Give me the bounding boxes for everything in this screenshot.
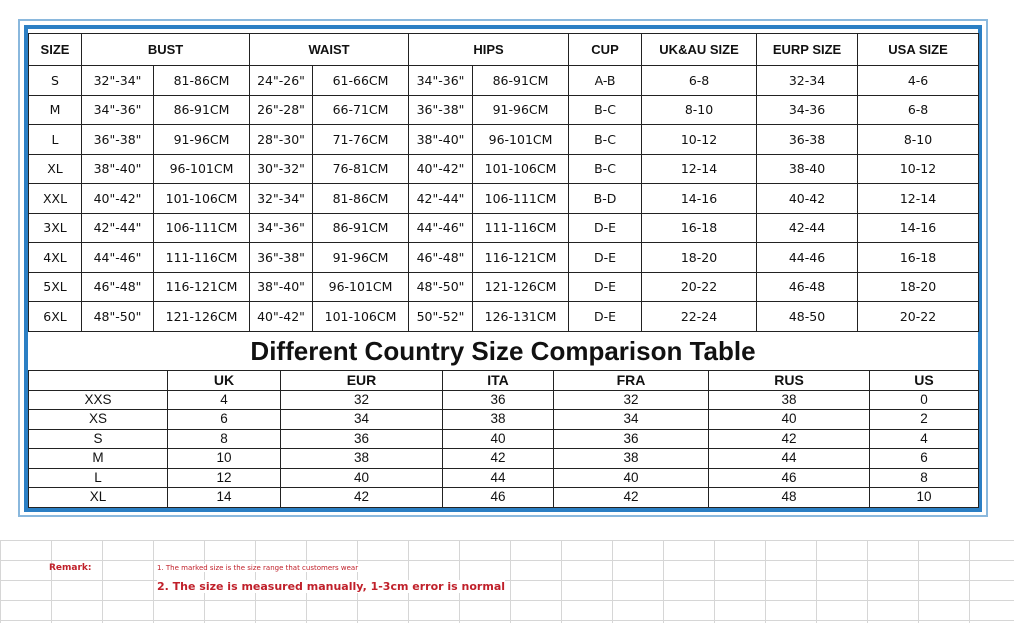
comparison-cell: 36 — [443, 390, 554, 410]
size-chart-cell: 96-101CM — [154, 154, 250, 184]
size-chart-cell: 34"-36" — [82, 95, 154, 125]
comparison-cell: 0 — [870, 390, 979, 410]
comparison-row — [29, 468, 979, 488]
size-chart-cell: 32"-34" — [82, 66, 154, 96]
comparison-header-cell: ITA — [443, 371, 554, 391]
size-chart-cell: 20-22 — [642, 272, 757, 302]
size-chart-row — [29, 243, 979, 273]
size-chart-cell: 96-101CM — [313, 272, 409, 302]
size-chart-cell: 46"-48" — [82, 272, 154, 302]
size-chart-cell: 86-91CM — [473, 66, 569, 96]
comparison-cell: XL — [29, 488, 168, 508]
size-chart-cell: XXL — [29, 184, 82, 214]
comparison-cell: 46 — [709, 468, 870, 488]
comparison-cell: 10 — [168, 449, 281, 469]
size-chart-cell: 36-38 — [757, 125, 858, 155]
remark-note-2: 2. The size is measured manually, 1-3cm error is normal — [157, 580, 506, 593]
comparison-row — [29, 488, 979, 508]
size-chart-cell: D-E — [569, 272, 642, 302]
comparison-cell: 4 — [870, 429, 979, 449]
size-chart-cell: 6-8 — [642, 66, 757, 96]
size-chart-cell: 76-81CM — [313, 154, 409, 184]
size-chart-cell: 46"-48" — [409, 243, 473, 273]
comparison-cell: 14 — [168, 488, 281, 508]
comparison-cell: L — [29, 468, 168, 488]
size-chart-row — [29, 154, 979, 184]
comparison-header-row — [29, 371, 979, 391]
size-chart-cell: D-E — [569, 213, 642, 243]
size-chart-cell: 46-48 — [757, 272, 858, 302]
comparison-cell: 44 — [709, 449, 870, 469]
size-chart-cell: 8-10 — [642, 95, 757, 125]
comparison-title: Different Country Size Comparison Table — [250, 336, 756, 366]
size-chart-cell: 36"-38" — [250, 243, 313, 273]
size-chart-cell: 36"-38" — [82, 125, 154, 155]
size-chart-cell: 121-126CM — [154, 302, 250, 332]
size-chart-cell: L — [29, 125, 82, 155]
comparison-cell: 42 — [554, 488, 709, 508]
size-chart-cell: 111-116CM — [473, 213, 569, 243]
size-chart-cell: B-C — [569, 154, 642, 184]
size-chart-cell: 42"-44" — [409, 184, 473, 214]
size-chart-cell: 6-8 — [858, 95, 979, 125]
remark-label: Remark: — [49, 563, 92, 573]
size-chart-cell: 32-34 — [757, 66, 858, 96]
size-chart-cell: 48"-50" — [409, 272, 473, 302]
comparison-cell: 38 — [709, 390, 870, 410]
size-chart-cell: D-E — [569, 243, 642, 273]
size-chart-cell: 106-111CM — [154, 213, 250, 243]
comparison-table — [28, 370, 979, 508]
comparison-cell: 44 — [443, 468, 554, 488]
size-chart-cell: 86-91CM — [154, 95, 250, 125]
comparison-cell: 40 — [443, 429, 554, 449]
comparison-cell: 36 — [554, 429, 709, 449]
size-chart-cell: 81-86CM — [154, 66, 250, 96]
comparison-cell: 48 — [709, 488, 870, 508]
header-bust: BUST — [82, 34, 250, 66]
size-chart-cell: 18-20 — [642, 243, 757, 273]
size-chart-cell: 101-106CM — [313, 302, 409, 332]
size-chart-cell: 3XL — [29, 213, 82, 243]
size-chart-cell: 5XL — [29, 272, 82, 302]
size-chart-cell: 48"-50" — [82, 302, 154, 332]
size-chart-cell: 40"-42" — [250, 302, 313, 332]
comparison-cell: M — [29, 449, 168, 469]
remark-note-1: 1. The marked size is the size range that customers wear — [157, 564, 359, 572]
size-chart-row — [29, 272, 979, 302]
size-chart-cell: 121-126CM — [473, 272, 569, 302]
comparison-cell: 6 — [168, 410, 281, 430]
comparison-header-cell: UK — [168, 371, 281, 391]
size-chart-cell: 16-18 — [858, 243, 979, 273]
size-chart-cell: 20-22 — [858, 302, 979, 332]
comparison-cell: XS — [29, 410, 168, 430]
comparison-cell: 34 — [554, 410, 709, 430]
comparison-cell: 42 — [281, 488, 443, 508]
comparison-cell: 4 — [168, 390, 281, 410]
comparison-cell: 40 — [709, 410, 870, 430]
size-chart-cell: 4-6 — [858, 66, 979, 96]
size-chart-cell: 40"-42" — [82, 184, 154, 214]
size-chart-body — [29, 66, 979, 332]
size-chart-cell: 10-12 — [642, 125, 757, 155]
size-chart-cell: 34"-36" — [409, 66, 473, 96]
comparison-row — [29, 410, 979, 430]
comparison-cell: 10 — [870, 488, 979, 508]
size-chart-cell: 81-86CM — [313, 184, 409, 214]
size-chart-cell: 116-121CM — [473, 243, 569, 273]
comparison-row — [29, 449, 979, 469]
header-cup: CUP — [569, 34, 642, 66]
size-chart-table — [28, 33, 979, 332]
comparison-cell: 42 — [443, 449, 554, 469]
size-chart-cell: 38"-40" — [250, 272, 313, 302]
size-chart-cell: 22-24 — [642, 302, 757, 332]
size-chart-cell: 12-14 — [858, 184, 979, 214]
comparison-cell: 40 — [554, 468, 709, 488]
size-chart-row — [29, 66, 979, 96]
size-chart-cell: 66-71CM — [313, 95, 409, 125]
size-chart-cell: 24"-26" — [250, 66, 313, 96]
size-chart-cell: M — [29, 95, 82, 125]
header-hips: HIPS — [409, 34, 569, 66]
comparison-cell: 40 — [281, 468, 443, 488]
size-chart-cell: 16-18 — [642, 213, 757, 243]
comparison-cell: 2 — [870, 410, 979, 430]
header-eurp-size: EURP SIZE — [757, 34, 858, 66]
size-chart-cell: 6XL — [29, 302, 82, 332]
size-chart-cell: 40-42 — [757, 184, 858, 214]
size-chart-cell: 96-101CM — [473, 125, 569, 155]
header-waist: WAIST — [250, 34, 409, 66]
size-chart-cell: B-C — [569, 95, 642, 125]
size-chart-cell: 26"-28" — [250, 95, 313, 125]
comparison-cell: 34 — [281, 410, 443, 430]
size-chart-cell: 101-106CM — [154, 184, 250, 214]
size-chart-cell: 61-66CM — [313, 66, 409, 96]
comparison-row — [29, 390, 979, 410]
size-chart-cell: 14-16 — [642, 184, 757, 214]
size-chart-cell: 50"-52" — [409, 302, 473, 332]
comparison-cell: 12 — [168, 468, 281, 488]
comparison-cell: 8 — [870, 468, 979, 488]
size-chart-cell: 44"-46" — [82, 243, 154, 273]
size-chart-cell: 42-44 — [757, 213, 858, 243]
comparison-cell: 42 — [709, 429, 870, 449]
comparison-cell: 32 — [554, 390, 709, 410]
size-chart-cell: 12-14 — [642, 154, 757, 184]
size-chart-cell: 34-36 — [757, 95, 858, 125]
size-chart-cell: 91-96CM — [473, 95, 569, 125]
comparison-cell: XXS — [29, 390, 168, 410]
comparison-cell: S — [29, 429, 168, 449]
comparison-header-cell: EUR — [281, 371, 443, 391]
header-size: SIZE — [29, 34, 82, 66]
size-chart-cell: A-B — [569, 66, 642, 96]
comparison-cell: 38 — [554, 449, 709, 469]
comparison-header-cell — [29, 371, 168, 391]
size-chart-cell: 30"-32" — [250, 154, 313, 184]
spreadsheet-grid — [0, 540, 1014, 623]
comparison-cell: 8 — [168, 429, 281, 449]
comparison-cell: 46 — [443, 488, 554, 508]
size-chart-cell: S — [29, 66, 82, 96]
header-usa-size: USA SIZE — [858, 34, 979, 66]
comparison-body — [29, 390, 979, 507]
size-chart-row — [29, 213, 979, 243]
size-chart-cell: 91-96CM — [313, 243, 409, 273]
size-chart-header-row — [29, 34, 979, 66]
size-chart-cell: 116-121CM — [154, 272, 250, 302]
size-chart-cell: 18-20 — [858, 272, 979, 302]
size-chart-row — [29, 95, 979, 125]
size-chart-cell: 4XL — [29, 243, 82, 273]
size-chart-row — [29, 125, 979, 155]
header-uk-au-size: UK&AU SIZE — [642, 34, 757, 66]
comparison-header-cell: US — [870, 371, 979, 391]
comparison-row — [29, 429, 979, 449]
size-chart-cell: 71-76CM — [313, 125, 409, 155]
comparison-header-cell: RUS — [709, 371, 870, 391]
comparison-cell: 38 — [443, 410, 554, 430]
size-chart-cell: 38-40 — [757, 154, 858, 184]
comparison-cell: 36 — [281, 429, 443, 449]
size-chart-cell: D-E — [569, 302, 642, 332]
size-chart-cell: 38"-40" — [82, 154, 154, 184]
size-chart-cell: 44"-46" — [409, 213, 473, 243]
size-chart-cell: 101-106CM — [473, 154, 569, 184]
size-chart-cell: 34"-36" — [250, 213, 313, 243]
size-chart-cell: 32"-34" — [250, 184, 313, 214]
size-chart-cell: 8-10 — [858, 125, 979, 155]
size-chart-cell: 14-16 — [858, 213, 979, 243]
size-chart-cell: XL — [29, 154, 82, 184]
size-chart-cell: 106-111CM — [473, 184, 569, 214]
size-chart-cell: 91-96CM — [154, 125, 250, 155]
size-chart-row — [29, 302, 979, 332]
size-chart-cell: 38"-40" — [409, 125, 473, 155]
size-chart-cell: B-C — [569, 125, 642, 155]
size-chart-cell: 44-46 — [757, 243, 858, 273]
comparison-cell: 6 — [870, 449, 979, 469]
comparison-header-cell: FRA — [554, 371, 709, 391]
size-chart-row — [29, 184, 979, 214]
size-chart-cell: 126-131CM — [473, 302, 569, 332]
comparison-cell: 38 — [281, 449, 443, 469]
size-chart-cell: 48-50 — [757, 302, 858, 332]
size-chart-cell: 28"-30" — [250, 125, 313, 155]
size-chart-cell: 40"-42" — [409, 154, 473, 184]
size-chart-cell: B-D — [569, 184, 642, 214]
size-chart-cell: 10-12 — [858, 154, 979, 184]
size-chart-cell: 111-116CM — [154, 243, 250, 273]
size-chart-cell: 36"-38" — [409, 95, 473, 125]
size-chart-cell: 42"-44" — [82, 213, 154, 243]
comparison-cell: 32 — [281, 390, 443, 410]
size-chart-cell: 86-91CM — [313, 213, 409, 243]
